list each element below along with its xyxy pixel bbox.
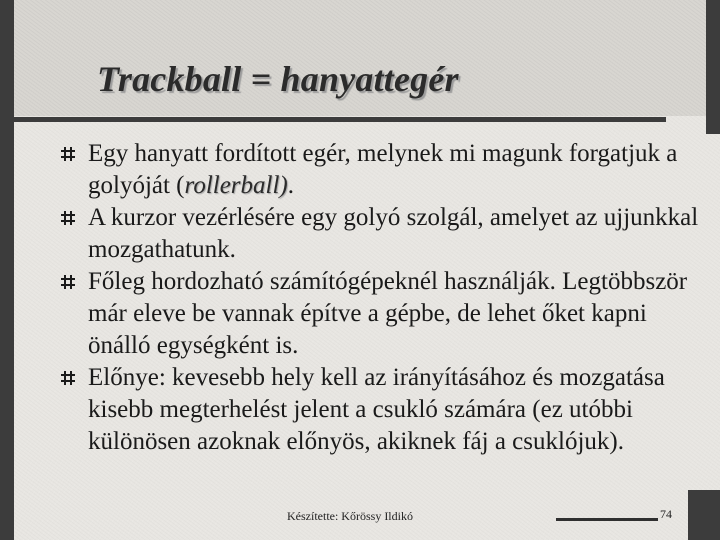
bullet-text: Főleg hordozható számítógépeknél használják. Legtöbbször már eleve be vannak építve a gépbe, de lehet őket kapni önálló egységként is. <box>88 268 688 359</box>
bullet-item <box>60 266 710 362</box>
footer-rule <box>556 518 658 521</box>
page-number: 74 <box>660 507 672 521</box>
bullet-text: Előnye: kevesebb hely kell az irányításához és mozgatása kisebb megterhelést jelent a csukló számára (ez utóbbi különösen azoknak előnyös, akiknek fáj a csuklójuk). <box>88 364 665 455</box>
slide-title: Trackball = hanyattegér <box>97 59 459 99</box>
hash-bullet-icon <box>60 370 76 386</box>
title-underline-rule <box>0 117 666 122</box>
bullet-text-after: . <box>287 172 295 199</box>
footer-author: Készítette: Kőrössy Ildikó <box>287 509 413 523</box>
hash-bullet-icon <box>60 210 76 226</box>
left-decor-bar <box>0 0 14 540</box>
hash-bullet-icon <box>60 274 76 290</box>
corner-decor-box <box>688 490 720 540</box>
bullet-text-before: Egy hanyatt fordított egér, melynek mi magunk forgatjuk a golyóját ( <box>88 140 678 199</box>
hash-bullet-icon <box>60 146 76 162</box>
bullet-item <box>60 362 710 458</box>
rollerball-term: rollerball) <box>184 172 288 199</box>
bullet-item <box>60 202 710 266</box>
right-decor-bar <box>706 0 720 134</box>
bullet-list <box>60 138 710 458</box>
bullet-item <box>60 138 710 202</box>
bullet-text: A kurzor vezérlésére egy golyó szolgál, amelyet az ujjunkkal mozgathatunk. <box>88 204 699 263</box>
